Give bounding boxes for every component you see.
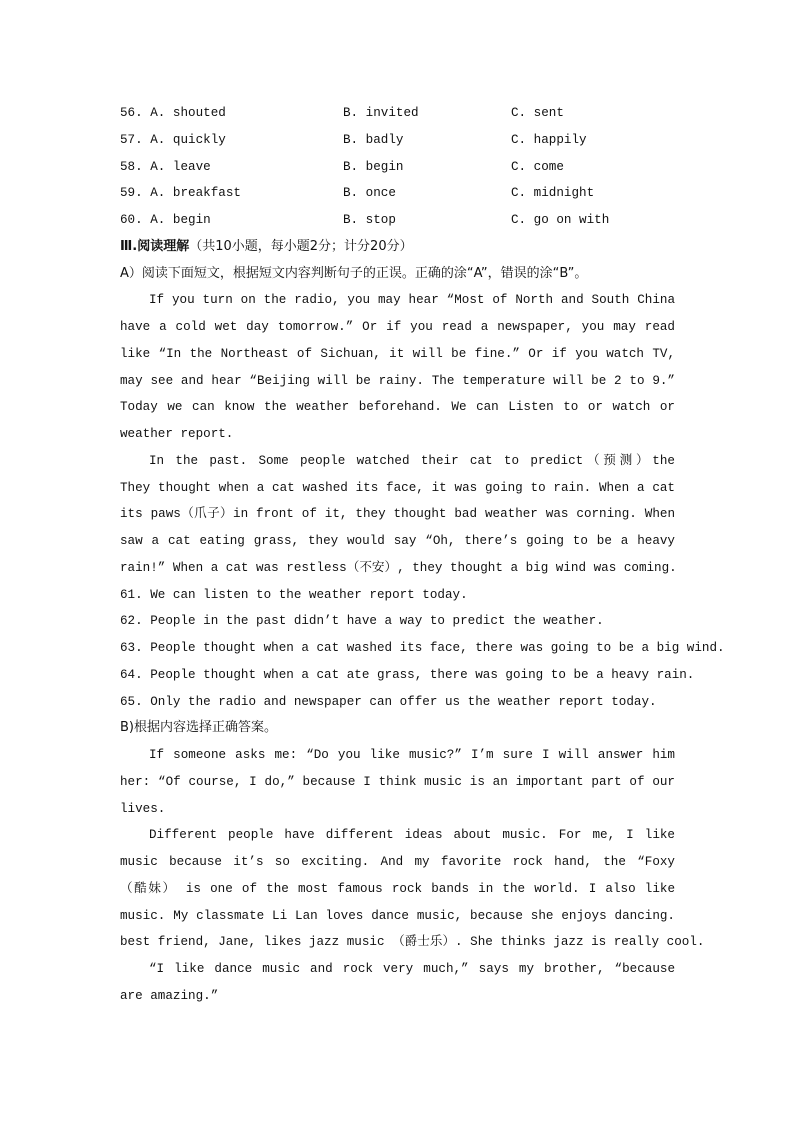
option-b: B. begin — [343, 159, 404, 174]
paragraph-line: weather report. — [120, 427, 234, 441]
paragraph-line: Different people have different ideas about music. For me, I like — [149, 828, 675, 843]
document-page — [120, 100, 725, 1010]
option-row — [120, 207, 675, 234]
option-c: C. come — [511, 159, 564, 174]
true-false-question: 62. People in the past didn’t have a way to predict the weather. — [120, 614, 604, 629]
paragraph-line: are amazing.” — [120, 988, 219, 1003]
paragraph-line: saw a cat eating grass, they would say “Oh, there’s going to be a heavy — [120, 534, 675, 548]
part-a-paragraph-1 — [120, 287, 675, 448]
option-a — [120, 207, 343, 234]
paragraph-line: its paws（爪子）in front of it, they thought bad weather was corning. When — [120, 507, 675, 522]
option-a-text: A. shouted — [150, 106, 226, 120]
paragraph-line: may see and hear “Beijing will be rainy. The temperature will be 2 to 9.” — [120, 373, 675, 388]
paragraph-line: best friend, Jane, likes jazz music （爵士乐）. She thinks jazz is really cool. — [120, 935, 705, 950]
paragraph-line: “I like dance music and rock very much,” says my brother, “because — [149, 962, 675, 976]
part-b-paragraph-3 — [120, 956, 675, 1010]
question-number: 58. — [120, 159, 143, 174]
true-false-question: 63. People thought when a cat washed its face, there was going to be a big wind. — [120, 641, 725, 655]
option-c: C. midnight — [511, 186, 595, 201]
true-false-question: 65. Only the radio and newspaper can offer us the weather report today. — [120, 694, 657, 709]
paragraph-line: lives. — [120, 801, 166, 816]
section-title: Ⅲ.阅读理解 — [120, 238, 190, 254]
paragraph-line: her: “Of course, I do,” because I think music is an important part of our — [120, 774, 675, 789]
option-b: B. stop — [343, 213, 396, 227]
option-c: C. happily — [511, 132, 587, 147]
options-list — [120, 100, 675, 234]
paragraph-line: Today we can know the weather beforehand. We can Listen to or watch or — [120, 400, 675, 415]
option-c: C. go on with — [511, 213, 610, 227]
option-b: B. once — [343, 186, 396, 201]
part-b-paragraph-2 — [120, 822, 705, 956]
option-a — [120, 154, 343, 181]
part-a-paragraph-2 — [120, 448, 675, 582]
question-number: 59. — [120, 186, 143, 201]
option-a-text: A. begin — [150, 213, 211, 227]
part-a-questions — [120, 582, 725, 716]
paragraph-line: like “In the Northeast of Sichuan, it will be fine.” Or if you watch TV, — [120, 346, 675, 361]
option-a-text: A. quickly — [150, 132, 226, 147]
part-b-instruction: B)根据内容选择正确答案。 — [120, 720, 277, 736]
paragraph-line: rain!” When a cat was restless（不安）, they thought a big wind was coming. — [120, 560, 677, 575]
option-a — [120, 127, 343, 154]
option-row — [120, 127, 675, 154]
true-false-question: 64. People thought when a cat ate grass, there was going to be a heavy rain. — [120, 667, 695, 682]
question-number: 60. — [120, 213, 143, 227]
part-b-paragraph-1 — [120, 742, 675, 822]
paragraph-line: music. My classmate Li Lan loves dance music, because she enjoys dancing. — [120, 908, 675, 923]
question-number: 56. — [120, 106, 143, 120]
option-b: B. badly — [343, 132, 404, 147]
option-row — [120, 100, 675, 127]
option-a — [120, 100, 343, 127]
option-c: C. sent — [511, 106, 564, 120]
option-row — [120, 154, 675, 181]
part-a-instruction: A）阅读下面短文，根据短文内容判断句子的正误。正确的涂“A”，错误的涂“B”。 — [120, 265, 588, 281]
section-note: （共10小题，每小题2分；计分20分） — [189, 238, 413, 254]
paragraph-line: music because it’s so exciting. And my favorite rock hand, the “Foxy — [120, 855, 675, 869]
question-number: 57. — [120, 132, 143, 147]
option-b: B. invited — [343, 106, 419, 120]
section-heading — [120, 234, 675, 261]
option-row — [120, 180, 675, 207]
option-a — [120, 180, 343, 207]
paragraph-line: have a cold wet day tomorrow.” Or if you read a newspaper, you may read — [120, 320, 675, 334]
paragraph-line: If you turn on the radio, you may hear “Most of North and South China — [149, 293, 675, 308]
paragraph-line: If someone asks me: “Do you like music?” I’m sure I will answer him — [149, 748, 675, 762]
option-a-text: A. leave — [150, 159, 211, 174]
paragraph-line: （酷妹） is one of the most famous rock bands in the world. I also like — [120, 881, 675, 896]
option-a-text: A. breakfast — [150, 186, 241, 201]
true-false-question: 61. We can listen to the weather report today. — [120, 587, 468, 602]
paragraph-line: They thought when a cat washed its face, it was going to rain. When a cat — [120, 480, 675, 495]
paragraph-line: In the past. Some people watched their cat to predict（预测）the — [149, 453, 675, 468]
